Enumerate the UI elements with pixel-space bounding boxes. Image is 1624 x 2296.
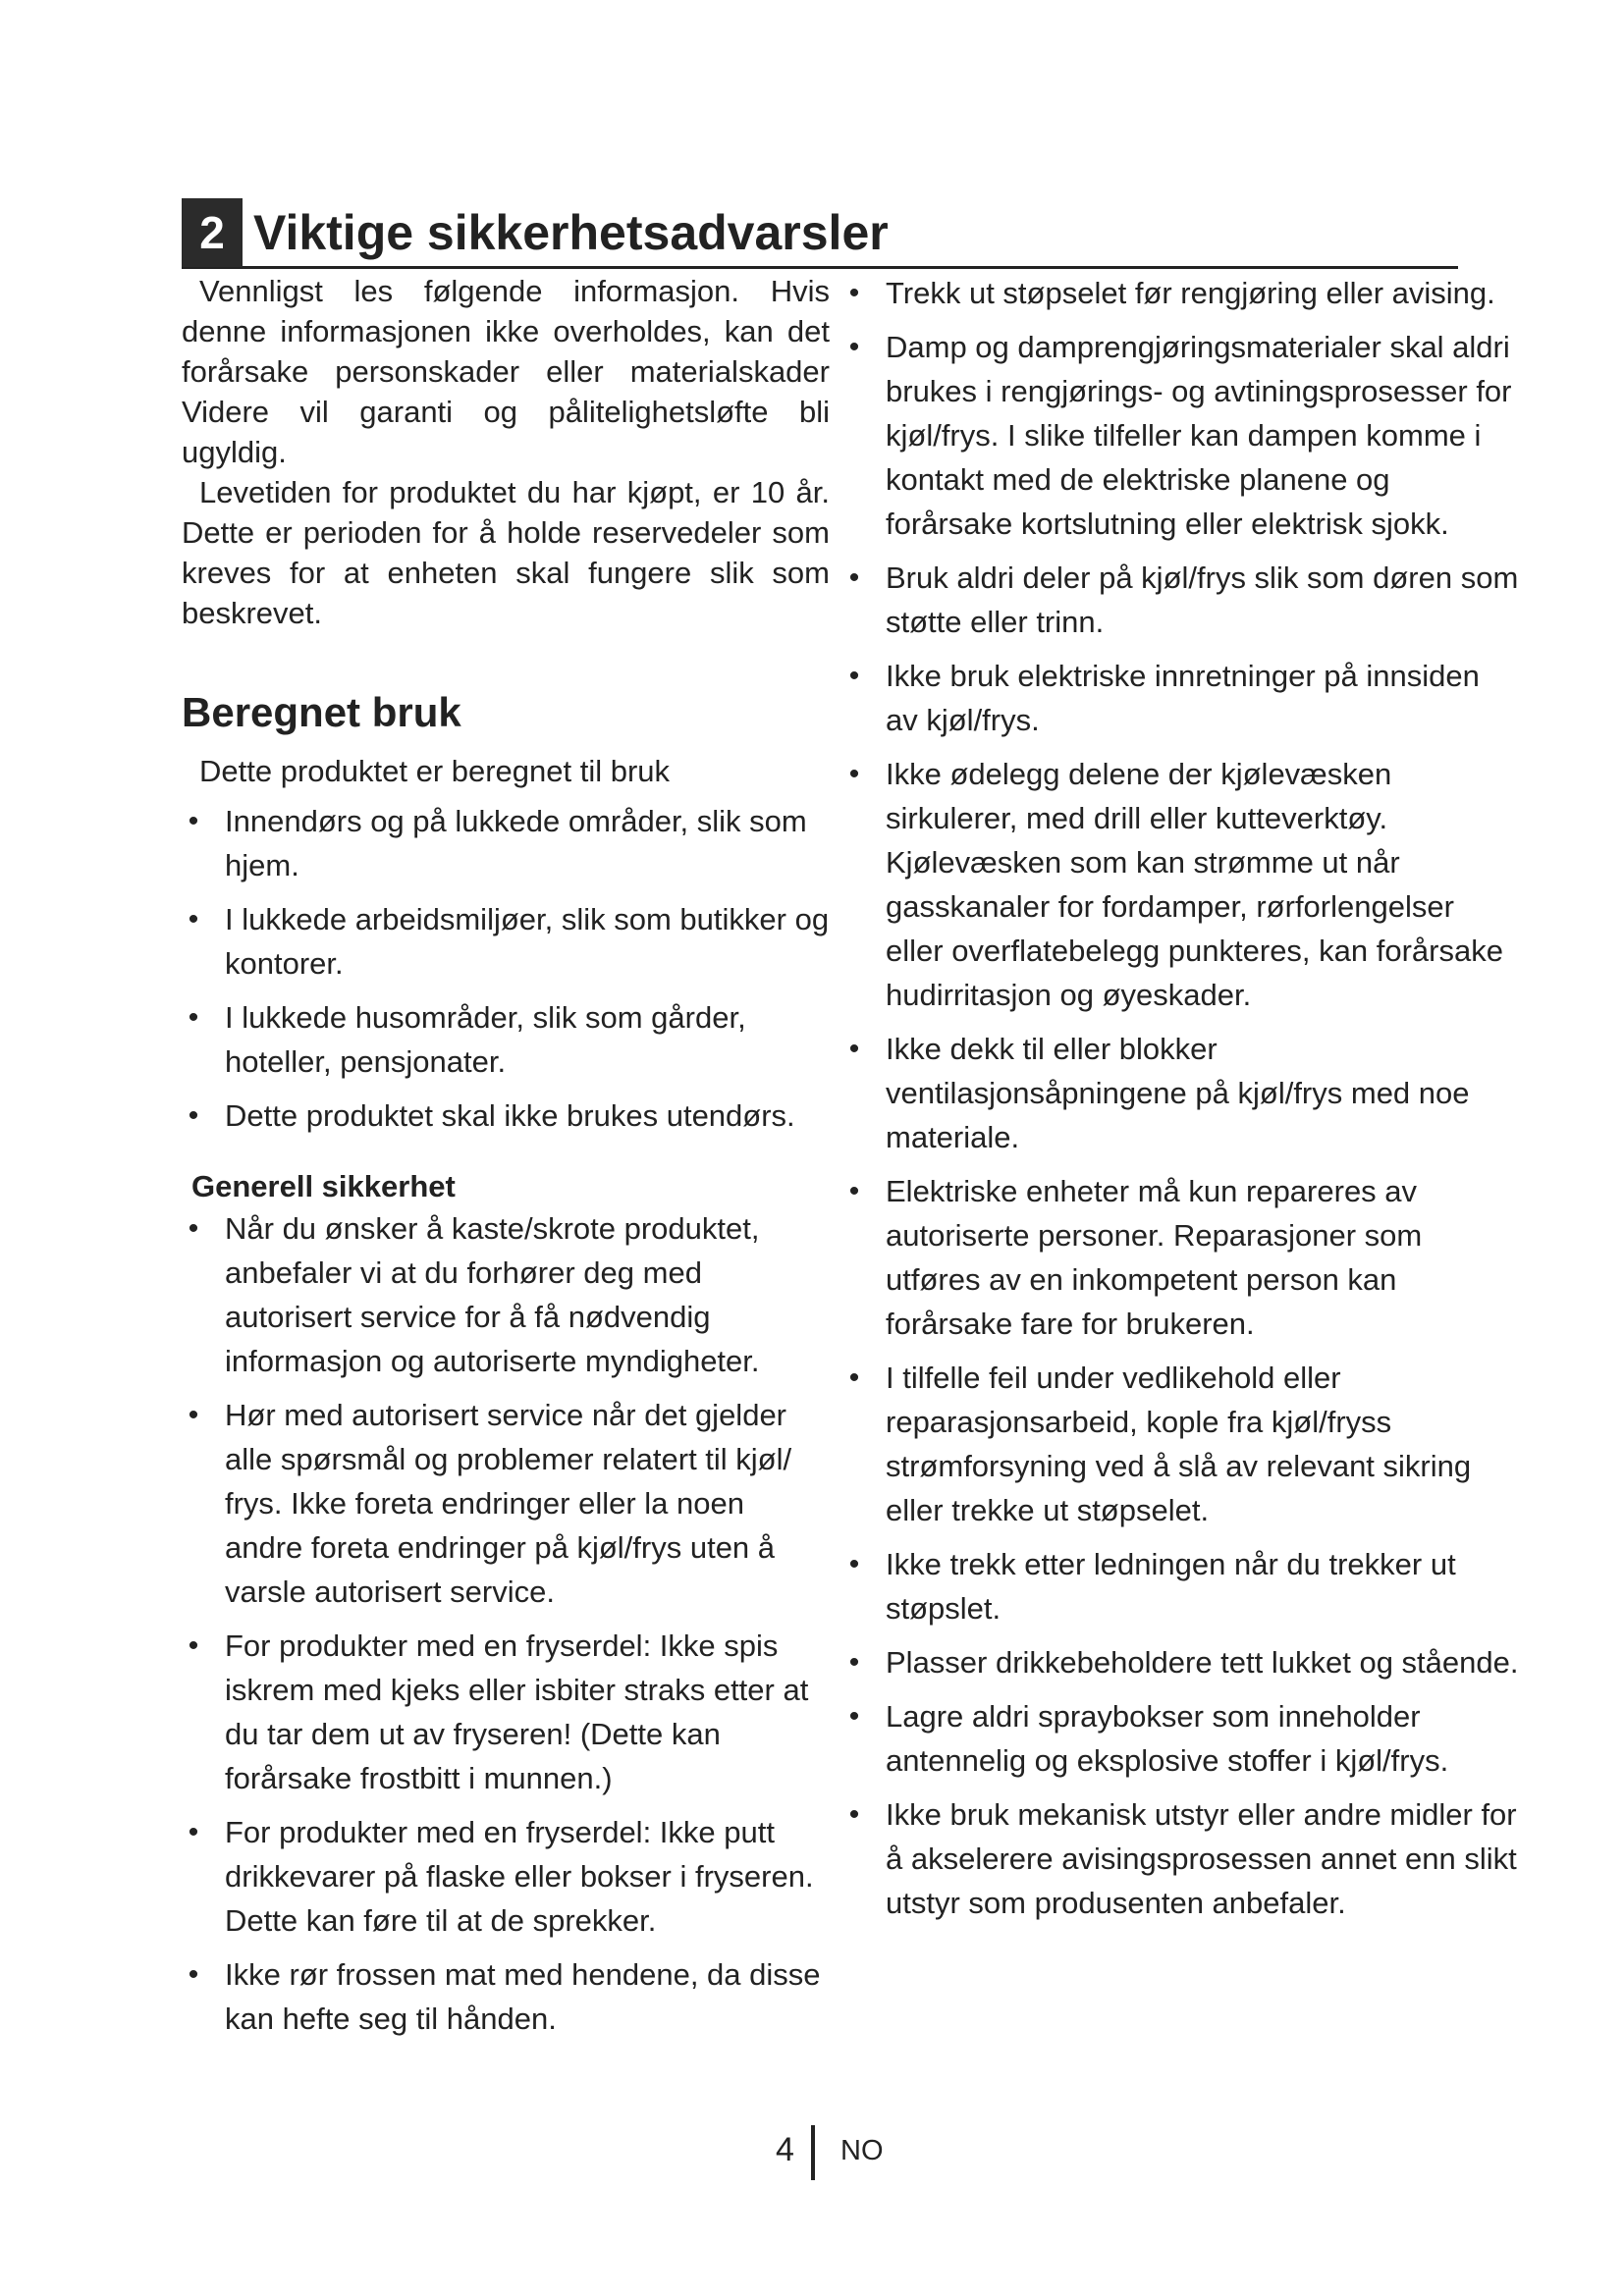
list-item: • Ikke rør frossen mat med hendene, da disse kan hefte seg til hånden.	[182, 1952, 830, 2041]
intro-paragraph-1: Vennligst les følgende informasjon. Hvis denne informasjonen ikke overholdes, kan det forårsake personskader eller materialskader Videre vil garanti og pålitelighetsløfte bli ugyldig.	[182, 274, 830, 469]
list-item: • Bruk aldri deler på kjøl/frys slik som døren som støtte eller trinn.	[842, 556, 1520, 644]
list-item: • Dette produktet skal ikke brukes utendørs.	[182, 1094, 830, 1138]
list-item: • I tilfelle feil under vedlikehold eller reparasjonsarbeid, kople fra kjøl/fryss strømforsyning ved å slå av relevant sikring eller trekke ut støpselet.	[842, 1356, 1520, 1532]
left-column	[182, 271, 830, 2051]
bullet-icon: •	[848, 331, 860, 363]
intro-paragraph-2: Levetiden for produktet du har kjøpt, er 10 år. Dette er perioden for å holde reservedeler som kreves for at enheten skal fungere slik som beskrevet.	[182, 475, 830, 630]
list-item: • Hør med autorisert service når det gjelder alle spørsmål og problemer relatert til kjøl/ frys. Ikke foreta endringer eller la noen andre foreta endringer på kjøl/frys uten å varsle autorisert service.	[182, 1393, 830, 1614]
footer-divider	[811, 2125, 815, 2180]
page-footer	[746, 2125, 943, 2184]
list-item: • Lagre aldri spraybokser som inneholder antennelig og eksplosive stoffer i kjøl/frys.	[842, 1694, 1520, 1783]
list-item: • Trekk ut støpselet før rengjøring eller avising.	[842, 271, 1520, 315]
list-item: • I lukkede husområder, slik som gårder, hoteller, pensjonater.	[182, 995, 830, 1084]
list-item: • Ikke ødelegg delene der kjølevæsken sirkulerer, med drill eller kutteverktøy. Kjølevæsken som kan strømme ut når gasskanaler for fordamper, rørforlengelser eller overflatebelegg punkteres, kan forårsake hudirritasjon og øyeskader.	[842, 752, 1520, 1017]
bullet-icon: •	[188, 805, 199, 837]
language-code: NO	[840, 2135, 884, 2166]
list-item: • For produkter med en fryserdel: Ikke spis iskrem med kjeks eller isbiter straks etter at du tar dem ut av fryseren! (Dette kan forårsake frostbitt i munnen.)	[182, 1624, 830, 1800]
list-item: • Innendørs og på lukkede områder, slik som hjem.	[182, 799, 830, 887]
bullet-icon: •	[848, 1175, 860, 1207]
bullet-icon: •	[188, 1958, 199, 1991]
bullet-icon: •	[188, 903, 199, 935]
list-item: • Ikke dekk til eller blokker ventilasjonsåpningene på kjøl/frys med noe materiale.	[842, 1027, 1520, 1159]
bullet-icon: •	[848, 1033, 860, 1065]
list-item: • I lukkede arbeidsmiljøer, slik som butikker og kontorer.	[182, 897, 830, 986]
page-title: Viktige sikkerhetsadvarsler	[253, 205, 889, 260]
bullet-icon: •	[188, 1399, 199, 1431]
bullet-icon: •	[848, 1362, 860, 1394]
bullet-icon: •	[188, 1816, 199, 1848]
list-item: • Ikke trekk etter ledningen når du trekker ut støpslet.	[842, 1542, 1520, 1630]
list-item: • Damp og damprengjøringsmaterialer skal aldri brukes i rengjørings- og avtiningsprosesser for kjøl/frys. I slike tilfeller kan dampen komme i kontakt med de elektriske planene og forårsake kortslutning eller elektrisk sjokk.	[842, 325, 1520, 546]
page-number: 4	[776, 2131, 794, 2168]
right-column	[842, 271, 1520, 1935]
intended-use-lead: Dette produktet er beregnet til bruk	[199, 754, 671, 788]
list-item: • Plasser drikkebeholdere tett lukket og stående.	[842, 1640, 1520, 1684]
list-item: • Når du ønsker å kaste/skrote produktet, anbefaler vi at du forhører deg med autorisert service for å få nødvendig informasjon og autoriserte myndigheter.	[182, 1206, 830, 1383]
bullet-icon: •	[188, 1629, 199, 1662]
intended-use-heading: Beregnet bruk	[182, 689, 461, 735]
list-item: • For produkter med en fryserdel: Ikke putt drikkevarer på flaske eller bokser i fryseren. Dette kan føre til at de sprekker.	[182, 1810, 830, 1943]
general-safety-list-left	[182, 1206, 830, 2041]
list-item: • Ikke bruk mekanisk utstyr eller andre midler for å akselerere avisingsprosessen annet enn slikt utstyr som produsenten anbefaler.	[842, 1792, 1520, 1925]
section-number-badge: 2	[182, 198, 243, 267]
general-safety-list-right	[842, 271, 1520, 1925]
bullet-icon: •	[188, 1001, 199, 1034]
section-header	[182, 194, 1458, 269]
bullet-icon: •	[848, 1548, 860, 1580]
list-item: • Elektriske enheter må kun repareres av autoriserte personer. Reparasjoner som utføres av en inkompetent person kan forårsake fare for brukeren.	[842, 1169, 1520, 1346]
bullet-icon: •	[188, 1212, 199, 1245]
general-safety-heading: Generell sikkerhet	[191, 1169, 456, 1203]
bullet-icon: •	[848, 758, 860, 790]
list-item: • Ikke bruk elektriske innretninger på innsiden av kjøl/frys.	[842, 654, 1520, 742]
bullet-icon: •	[848, 561, 860, 594]
bullet-icon: •	[848, 1646, 860, 1679]
bullet-icon: •	[848, 1700, 860, 1733]
bullet-icon: •	[848, 1798, 860, 1831]
bullet-icon: •	[188, 1099, 199, 1132]
bullet-icon: •	[848, 660, 860, 692]
intended-use-list	[182, 799, 830, 1138]
bullet-icon: •	[848, 277, 860, 309]
